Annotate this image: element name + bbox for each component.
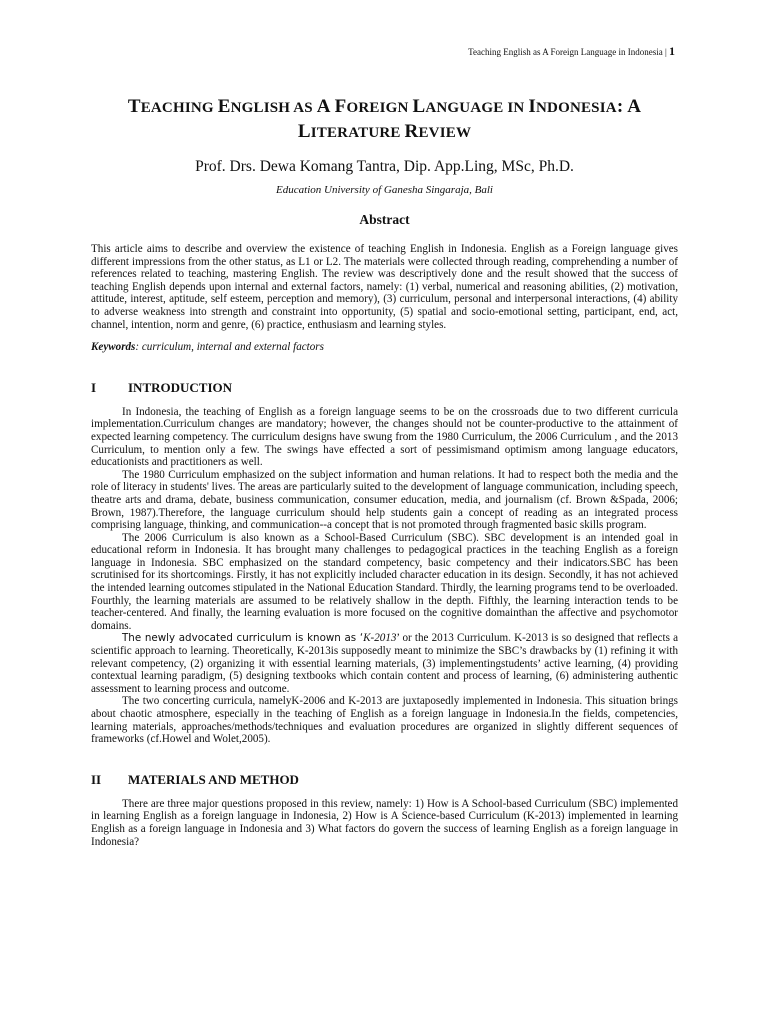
title-rest: ANGUAGE IN — [425, 100, 529, 116]
author-name: Prof. Drs. Dewa Komang Tantra, Dip. App.Ling, MSc, Ph.D. — [195, 158, 574, 175]
keywords-text: : curriculum, internal and external factors — [135, 341, 324, 354]
title-rest: EVIEW — [418, 125, 472, 141]
title-cap: : A — [616, 96, 642, 117]
section-number: I — [91, 379, 97, 395]
intro-p4-lead: The newly advocated curriculum is known as ‘ — [122, 632, 364, 645]
intro-paragraph-3: The 2006 Curriculum is also known as a School-Based Curriculum (SBC). SBC development is an intended goal in educational reform in Indonesia. It has brought many challenges to pedagogical practices in the teaching English as a foreign language in Indonesia. SBC emphasized on the standard competency, basic competency and their indicators.SBC has been scrutinised for its shortcomings. Firstly, it has not explicitly included character education in its design. Secondly, it has not achieved the intended learning outcomes stipulated in the National Education Standard. Thirdly, the learning programs tend to be overloaded. Fourthly, the learning materials are assumed to be relatively shallow in the depth. Fifthly, the learning interaction tends to be teacher-centered. And finally, the learning evaluation is more focused on the cognitive domainthan the affective and psychomotor domains. — [91, 531, 678, 632]
title-line-1 — [91, 95, 678, 120]
paper-title — [91, 95, 678, 145]
title-rest: NGLISH AS — [230, 100, 317, 116]
title-cap: L — [297, 121, 311, 142]
section-heading-materials-method — [91, 772, 678, 788]
keywords — [91, 341, 678, 354]
intro-paragraph-4 — [91, 632, 678, 695]
author-affiliation: Education University of Ganesha Singaraja, Bali — [276, 184, 493, 196]
header-separator: | — [664, 47, 667, 57]
section-title: INTRODUCTION — [128, 379, 233, 395]
title-rest: EACHING — [140, 100, 218, 116]
title-rest: ITERATURE — [310, 125, 405, 141]
title-cap: R — [404, 121, 419, 142]
title-rest: OREIGN — [346, 100, 413, 116]
section-heading-introduction — [91, 380, 678, 396]
abstract-text: This article aims to describe and overview the existence of teaching English in Indonesia. English as a Foreign language gives different impressions from the other status, as L1 or L2. The materials were collected through reading, comprehending a number of references related to teaching, mastering English. The review was descriptively done and the result showed that the success of teaching English depends upon internal and external factors, namely: (1) verbal, numerical and reasoning abilities, (2) motivation, attitude, interest, aptitude, self esteem, perception and memory), (3) curriculum, personal and interpersonal interactions, (4) ability to adverse weakness into strength and constraint into opportunity, (5) spatial and socio-emotional setting, participant, end, act, channel, intention, norm and genre, (6) practice, enthusiasm and learning styles. — [91, 243, 678, 331]
intro-paragraph-2: The 1980 Curriculum emphasized on the subject information and human relations. It had to respect both the media and the role of literacy in students' lives. The areas are particularly suited to the development of language communication, including speech, theatre arts and drama, debate, business communication, consumer education, media, and journalism (cf. Brown &Spada, 2006; Brown, 1987).Therefore, the language curriculum should help students gain a concept of reading as an integrated process comprising language, thinking, and communication--a concept that is not promoted through fragmented basic skills program. — [91, 468, 678, 532]
running-title: Teaching English as A Foreign Language in Indonesia — [468, 47, 663, 57]
intro-paragraph-1: In Indonesia, the teaching of English as a foreign language seems to be on the crossroads due to two different curricula implementation.Curriculum changes are mandatory; however, the changes should not be counter-productive to the attainment of expected learning competency. The curriculum designs have swung from the 1980 Curriculum, the 2006 Curriculum , and the 2013 Curriculum, to mention only a few. The swings have effected a sort of pessimismand optimism among language educators, educationists and practitioners as well. — [91, 405, 678, 469]
section-title: MATERIALS AND METHOD — [128, 771, 299, 787]
title-cap: L — [412, 96, 426, 117]
methods-paragraph-1: There are three major questions proposed in this review, namely: 1) How is A School-based Curriculum (SBC) implemented in learning English as a foreign language in Indonesia, 2) How is A Science-based Curriculum (K-2013) implemented in learning English as a foreign language in Indonesia and 3) What factors do govern the success of learning English as a foreign language in Indonesia? — [91, 797, 678, 848]
intro-p4-body: ’ or the 2013 Curriculum. K-2013 is so designed that reflects a scientific approach to learning. Theoretically, K-2013is supposedly meant to minimize the SBC’s drawbacks by (1) refining it with relevant competency, (2) organizing it with essential learning materials, (3) implementingstudents’ active learning, (4) providing contextual learning paradigm, (5) designing textbooks which contain content and process of learning, (6) administering authentic assessment to learning process and outcome. — [91, 632, 678, 695]
title-cap: A — [316, 96, 331, 117]
title-cap: E — [217, 96, 231, 117]
section-number: II — [91, 771, 102, 787]
abstract-heading: Abstract — [359, 212, 410, 227]
intro-p4-k2013: K-2013 — [363, 632, 397, 645]
title-cap: T — [127, 96, 141, 117]
title-rest: NDONESIA — [536, 100, 617, 116]
page-number: 1 — [669, 44, 675, 58]
title-cap: I — [528, 96, 537, 117]
running-header — [91, 44, 675, 59]
title-line-2 — [91, 120, 678, 145]
intro-paragraph-5: The two concerting curricula, namelyK-2006 and K-2013 are juxtaposedly implemented in Indonesia. This situation brings about chaotic atmosphere, especially in the teaching of English as a foreign language in Indonesia.In the fields, competencies, learning materials, approaches/methods/techniques and evaluation procedures are organized in slightly different sequences of frameworks (cf.Howel and Wolet,2005). — [91, 695, 678, 746]
title-cap: F — [334, 96, 347, 117]
keywords-label: Keywords — [91, 341, 136, 354]
